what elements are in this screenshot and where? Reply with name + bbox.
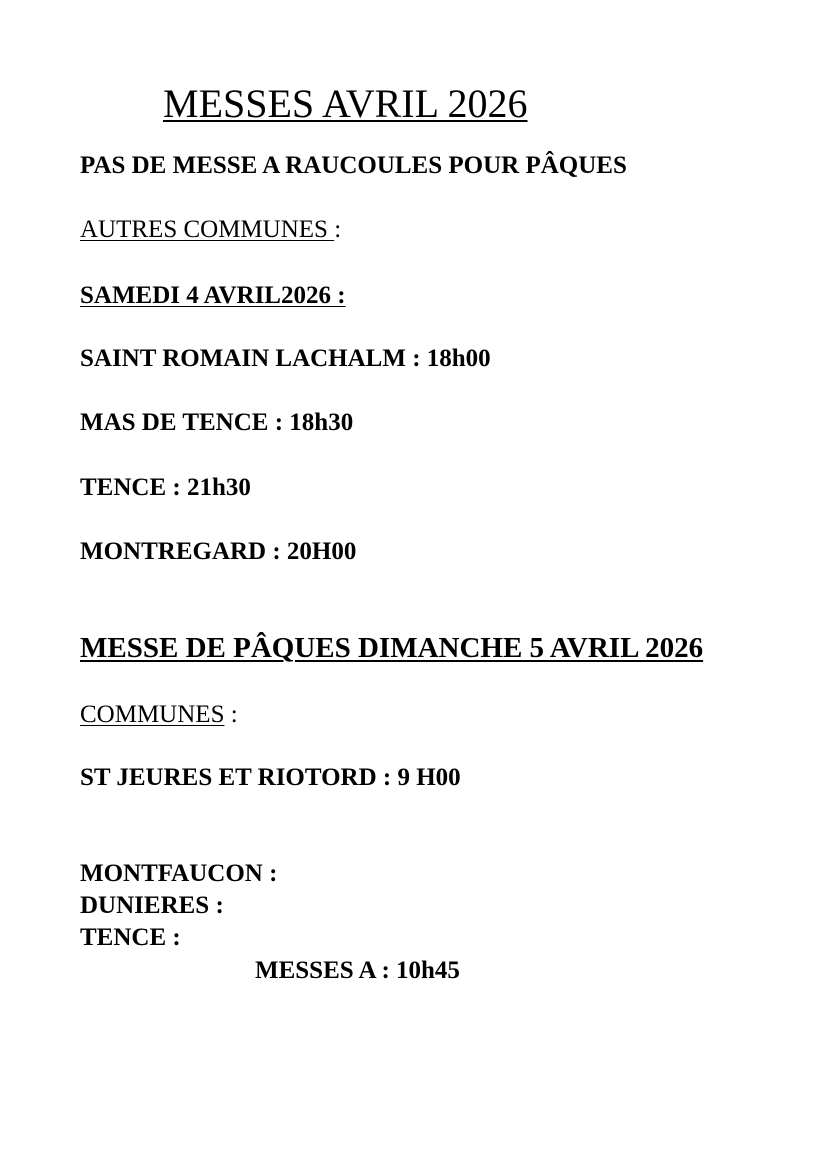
commune-montfaucon: MONTFAUCON : (80, 860, 278, 887)
mass-tence-saturday: TENCE : 21h30 (80, 474, 251, 501)
other-communes-label: AUTRES COMMUNES (80, 216, 335, 243)
saturday-heading: SAMEDI 4 AVRIL2026 : (80, 282, 346, 309)
communes-label: COMMUNES (80, 701, 225, 728)
mass-mas-de-tence: MAS DE TENCE : 18h30 (80, 409, 354, 436)
other-communes-colon: : (334, 216, 342, 243)
commune-dunieres: DUNIERES : (80, 892, 224, 919)
commune-tence-sunday: TENCE : (80, 924, 181, 951)
other-communes-heading (80, 217, 341, 242)
grouped-mass-time: MESSES A : 10h45 (255, 957, 460, 984)
no-mass-notice: PAS DE MESSE A RAUCOULES POUR PÂQUES (80, 152, 627, 179)
communes-heading (80, 702, 238, 727)
mass-saint-romain: SAINT ROMAIN LACHALM : 18h00 (80, 345, 491, 372)
communes-colon: : (224, 701, 238, 728)
mass-st-jeures-riotord: ST JEURES ET RIOTORD : 9 H00 (80, 764, 461, 791)
page-title: MESSES AVRIL 2026 (163, 81, 528, 126)
easter-heading: MESSE DE PÂQUES DIMANCHE 5 AVRIL 2026 (80, 632, 704, 664)
mass-montregard: MONTREGARD : 20H00 (80, 538, 357, 565)
